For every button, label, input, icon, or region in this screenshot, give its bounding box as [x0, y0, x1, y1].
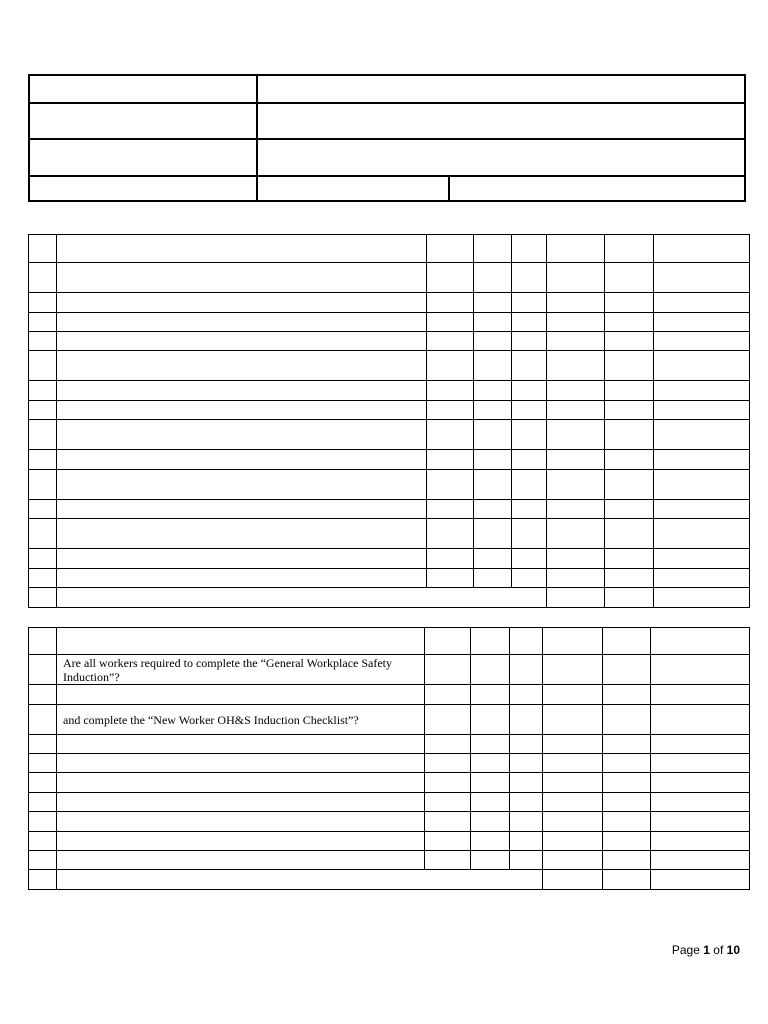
table-cell [471, 685, 510, 705]
table-cell [427, 381, 474, 401]
table-cell [427, 470, 474, 500]
table-cell [57, 235, 427, 263]
table-cell [605, 351, 654, 381]
table-cell [543, 705, 603, 735]
question-cell [57, 628, 425, 655]
row-number-cell [29, 588, 57, 608]
row-number-cell [29, 735, 57, 754]
table-cell [603, 655, 651, 685]
table-cell [651, 793, 750, 812]
header-value-cell [257, 176, 449, 201]
table-cell [603, 628, 651, 655]
table-cell [603, 870, 651, 890]
table-row [29, 685, 750, 705]
table-cell [471, 628, 510, 655]
table-cell [427, 420, 474, 450]
table-cell [512, 401, 547, 420]
table-cell [474, 549, 512, 569]
table-cell [651, 832, 750, 851]
question-cell [57, 832, 425, 851]
table-cell [654, 263, 750, 293]
table-cell [512, 313, 547, 332]
table-cell [471, 832, 510, 851]
table-cell [512, 263, 547, 293]
header-label-cell [29, 139, 257, 176]
question-text: Are all workers required to complete the “General Workplace Safety Induction”? [63, 655, 393, 684]
question-cell [57, 735, 425, 754]
table-cell [510, 812, 543, 832]
row-number-cell [29, 870, 57, 890]
table-cell [543, 685, 603, 705]
table-cell [512, 470, 547, 500]
table-cell [474, 519, 512, 549]
table-cell [547, 332, 605, 351]
table-cell [510, 773, 543, 793]
row-number-cell [29, 832, 57, 851]
table-cell [427, 332, 474, 351]
table-cell [474, 450, 512, 470]
table-cell [547, 235, 605, 263]
table-row [29, 381, 750, 401]
table-cell [543, 832, 603, 851]
table-cell [427, 401, 474, 420]
table-cell [654, 235, 750, 263]
table-cell [425, 793, 471, 812]
header-row [29, 176, 745, 201]
row-number-cell [29, 655, 57, 685]
table-cell [547, 569, 605, 588]
row-number-cell [29, 500, 57, 519]
row-number-cell [29, 754, 57, 773]
table-cell [427, 519, 474, 549]
row-number-cell [29, 401, 57, 420]
row-number-cell [29, 705, 57, 735]
table-cell [425, 812, 471, 832]
table-cell [512, 293, 547, 313]
question-cell [57, 705, 425, 735]
table-cell [57, 569, 427, 588]
table-cell [427, 450, 474, 470]
table-cell [654, 293, 750, 313]
table-cell [425, 655, 471, 685]
table-cell [651, 735, 750, 754]
table-row [29, 870, 750, 890]
table-cell [605, 420, 654, 450]
table-cell [654, 569, 750, 588]
table-cell [605, 401, 654, 420]
table-cell [547, 263, 605, 293]
table-row [29, 401, 750, 420]
table-cell [474, 401, 512, 420]
table-cell [547, 351, 605, 381]
header-row [29, 103, 745, 139]
table-cell [57, 450, 427, 470]
table-cell [543, 655, 603, 685]
question-cell [57, 773, 425, 793]
row-number-cell [29, 420, 57, 450]
header-label-cell [29, 176, 257, 201]
row-number-cell [29, 263, 57, 293]
question-cell [57, 812, 425, 832]
table-row [29, 655, 750, 685]
table-cell [427, 549, 474, 569]
table-cell [425, 685, 471, 705]
table-cell [471, 754, 510, 773]
row-number-cell [29, 628, 57, 655]
table-cell [547, 588, 605, 608]
table-cell [543, 793, 603, 812]
table-cell [57, 313, 427, 332]
table-row [29, 470, 750, 500]
table-cell [651, 685, 750, 705]
table-cell [510, 754, 543, 773]
table-cell [510, 832, 543, 851]
table-cell [471, 735, 510, 754]
table-row [29, 519, 750, 549]
table-cell [654, 401, 750, 420]
table-cell [57, 263, 427, 293]
table-row [29, 705, 750, 735]
row-number-cell [29, 293, 57, 313]
table-row [29, 832, 750, 851]
table-row [29, 549, 750, 569]
page-of-label: of [713, 943, 724, 957]
table-row [29, 293, 750, 313]
table-cell [427, 500, 474, 519]
question-cell [57, 793, 425, 812]
table-cell [543, 773, 603, 793]
table-cell [651, 812, 750, 832]
table-cell [651, 851, 750, 870]
table-cell [603, 705, 651, 735]
table-cell [543, 812, 603, 832]
row-number-cell [29, 569, 57, 588]
table-cell [547, 500, 605, 519]
table-cell [605, 549, 654, 569]
table-cell [427, 263, 474, 293]
question-cell [57, 870, 543, 890]
table-cell [605, 569, 654, 588]
table-cell [57, 332, 427, 351]
table-cell [605, 293, 654, 313]
table-cell [425, 735, 471, 754]
table-cell [474, 332, 512, 351]
table-cell [654, 313, 750, 332]
table-cell [425, 754, 471, 773]
table-cell [510, 655, 543, 685]
table-cell [57, 293, 427, 313]
table-cell [471, 773, 510, 793]
table-cell [512, 420, 547, 450]
header-label-cell [29, 75, 257, 103]
row-number-cell [29, 549, 57, 569]
table-cell [512, 450, 547, 470]
table-cell [474, 569, 512, 588]
table-cell [654, 450, 750, 470]
table-row [29, 420, 750, 450]
question-cell [57, 754, 425, 773]
table-cell [425, 628, 471, 655]
table-cell [603, 735, 651, 754]
row-number-cell [29, 685, 57, 705]
table-cell [651, 754, 750, 773]
row-number-cell [29, 793, 57, 812]
table-cell [471, 655, 510, 685]
row-number-cell [29, 332, 57, 351]
page-number [672, 943, 740, 957]
table-row [29, 313, 750, 332]
table-cell [605, 470, 654, 500]
table-cell [547, 420, 605, 450]
row-number-cell [29, 519, 57, 549]
table-cell [543, 870, 603, 890]
row-number-cell [29, 235, 57, 263]
table-cell [427, 235, 474, 263]
table-row [29, 263, 750, 293]
table-row [29, 450, 750, 470]
table-cell [427, 293, 474, 313]
table-cell [57, 519, 427, 549]
table-cell [474, 263, 512, 293]
table-cell [654, 549, 750, 569]
table-cell [605, 450, 654, 470]
table-cell [57, 500, 427, 519]
table-cell [654, 588, 750, 608]
table-cell [654, 420, 750, 450]
table-row [29, 235, 750, 263]
table-cell [512, 549, 547, 569]
table-cell [547, 519, 605, 549]
table-cell [57, 470, 427, 500]
row-number-cell [29, 851, 57, 870]
table-cell [547, 549, 605, 569]
table-cell [654, 332, 750, 351]
table-cell [605, 235, 654, 263]
table-cell [651, 705, 750, 735]
table-cell [603, 851, 651, 870]
table-row [29, 500, 750, 519]
page-current: 1 [703, 943, 710, 957]
table-row [29, 588, 750, 608]
header-value-cell [257, 75, 745, 103]
table-cell [512, 569, 547, 588]
table-cell [510, 628, 543, 655]
table-cell [651, 870, 750, 890]
header-value-cell [257, 139, 745, 176]
table-cell [510, 705, 543, 735]
question-cell [57, 685, 425, 705]
checklist-table-section-2 [28, 627, 750, 890]
table-cell [474, 313, 512, 332]
table-cell [543, 735, 603, 754]
table-cell [471, 851, 510, 870]
table-cell [512, 235, 547, 263]
table-cell [654, 470, 750, 500]
table-cell [603, 793, 651, 812]
table-cell [425, 705, 471, 735]
header-value-cell [449, 176, 745, 201]
table-cell [547, 313, 605, 332]
header-row [29, 75, 745, 103]
table-cell [425, 773, 471, 793]
table-cell [427, 351, 474, 381]
table-cell [57, 588, 547, 608]
table-cell [471, 705, 510, 735]
table-cell [603, 812, 651, 832]
table-cell [512, 332, 547, 351]
table-cell [543, 628, 603, 655]
table-cell [425, 832, 471, 851]
table-cell [474, 420, 512, 450]
table-cell [510, 685, 543, 705]
document-header-table [28, 74, 746, 202]
question-cell [57, 851, 425, 870]
row-number-cell [29, 812, 57, 832]
table-cell [510, 735, 543, 754]
table-cell [651, 773, 750, 793]
table-cell [605, 263, 654, 293]
row-number-cell [29, 450, 57, 470]
table-cell [603, 832, 651, 851]
table-row [29, 773, 750, 793]
table-cell [603, 773, 651, 793]
table-cell [543, 851, 603, 870]
row-number-cell [29, 470, 57, 500]
table-cell [603, 685, 651, 705]
table-cell [651, 655, 750, 685]
table-cell [510, 793, 543, 812]
table-cell [57, 549, 427, 569]
table-cell [651, 628, 750, 655]
table-cell [654, 381, 750, 401]
table-cell [654, 500, 750, 519]
table-cell [510, 851, 543, 870]
table-cell [547, 293, 605, 313]
table-row [29, 851, 750, 870]
table-cell [512, 519, 547, 549]
table-cell [427, 569, 474, 588]
table-cell [57, 351, 427, 381]
row-number-cell [29, 313, 57, 332]
table-row [29, 793, 750, 812]
table-cell [425, 851, 471, 870]
table-row [29, 628, 750, 655]
table-row [29, 569, 750, 588]
table-cell [57, 381, 427, 401]
table-cell [474, 500, 512, 519]
table-cell [654, 351, 750, 381]
table-cell [547, 401, 605, 420]
table-cell [605, 381, 654, 401]
table-cell [57, 401, 427, 420]
table-cell [471, 812, 510, 832]
table-cell [605, 588, 654, 608]
table-cell [474, 381, 512, 401]
table-cell [474, 293, 512, 313]
table-row [29, 754, 750, 773]
table-row [29, 735, 750, 754]
table-row [29, 332, 750, 351]
page-total: 10 [726, 943, 740, 957]
row-number-cell [29, 381, 57, 401]
header-row [29, 139, 745, 176]
header-label-cell [29, 103, 257, 139]
table-cell [57, 420, 427, 450]
table-cell [512, 381, 547, 401]
table-cell [603, 754, 651, 773]
table-cell [474, 235, 512, 263]
table-cell [512, 500, 547, 519]
question-cell [57, 655, 425, 685]
table-cell [605, 313, 654, 332]
table-cell [605, 519, 654, 549]
table-cell [547, 381, 605, 401]
row-number-cell [29, 351, 57, 381]
table-cell [474, 470, 512, 500]
checklist-table-section-1 [28, 234, 750, 608]
page-prefix: Page [671, 943, 700, 957]
table-cell [654, 519, 750, 549]
table-cell [543, 754, 603, 773]
table-cell [427, 313, 474, 332]
table-row [29, 351, 750, 381]
table-cell [605, 500, 654, 519]
table-cell [547, 470, 605, 500]
table-cell [474, 351, 512, 381]
table-cell [547, 450, 605, 470]
row-number-cell [29, 773, 57, 793]
table-cell [605, 332, 654, 351]
header-value-cell [257, 103, 745, 139]
table-cell [471, 793, 510, 812]
table-row [29, 812, 750, 832]
table-cell [512, 351, 547, 381]
question-text: and complete the “New Worker OH&S Induction Checklist”? [63, 712, 359, 727]
